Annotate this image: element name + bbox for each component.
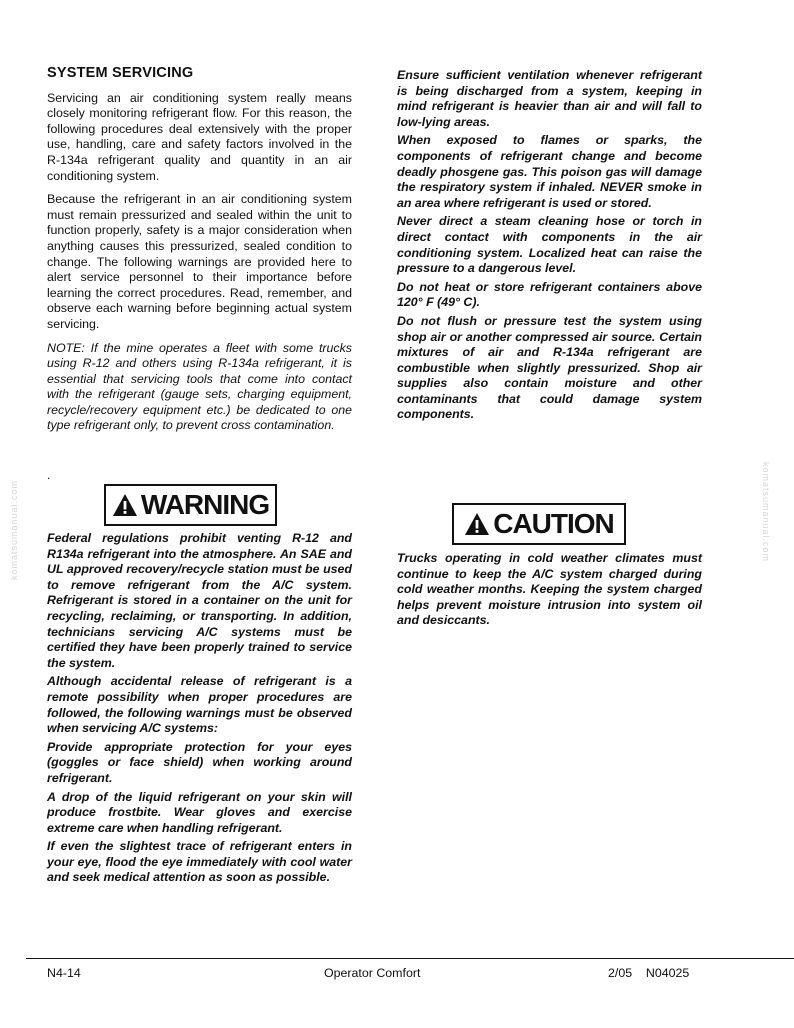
footer-divider <box>26 958 794 959</box>
caution-paragraph: Trucks operating in cold weather climates must continue to keep the A/C system charged during cold weather months. Keeping the system charged helps prevent moisture intrusion into system oil and desiccants. <box>397 551 702 628</box>
stray-dot: . <box>47 468 51 482</box>
warning-paragraph: Ensure sufficient ventilation whenever refrigerant is being discharged from a system, keeping in mind refrigerant is heavier than air and will fall to low-lying areas. <box>397 68 702 129</box>
caution-text-block <box>397 551 702 632</box>
warning-paragraph: Do not flush or pressure test the system using shop air or another compressed air source. Certain mixtures of air and R-134a refrigerant are combustible when slightly pressurized. Shop air supplies also contain moisture and other contaminants that could damage system components. <box>397 313 702 422</box>
warning-badge <box>104 484 277 526</box>
warning-paragraph: Although accidental release of refrigerant is a remote possibility when proper procedures are followed, the following warnings must be observed when servicing A/C systems: <box>47 674 352 736</box>
section-title: SYSTEM SERVICING <box>47 65 194 81</box>
page-number: N4-14 <box>47 966 81 980</box>
revision-code: 2/05 N04025 <box>608 966 690 980</box>
caution-badge <box>452 503 626 545</box>
warning-paragraph: Federal regulations prohibit venting R-12 and R134a refrigerant into the atmosphere. An SAE and UL approved recovery/recycle station must be used to remove refrigerant from the A/C system. Refrigerant is stored in a container on the unit for recycling, reclaiming, or transporting. In addition, technicians servicing A/C systems must be certified they have been properly trained to service the system. <box>47 531 352 670</box>
warning-triangle-icon <box>112 493 138 517</box>
watermark-left: komatsumanual.com <box>9 479 19 581</box>
caution-triangle-icon <box>464 512 490 536</box>
warning-paragraph: Provide appropriate protection for your eyes (goggles or face shield) when working around refrigerant. <box>47 739 352 785</box>
caution-label: CAUTION <box>493 508 614 539</box>
left-column <box>47 66 352 442</box>
warning-paragraph: Do not heat or store refrigerant containers above 120° F (49° C). <box>397 279 702 310</box>
warning-paragraph: If even the slightest trace of refrigerant enters in your eye, flood the eye immediately with cool water and seek medical attention as soon as possible. <box>47 839 352 885</box>
warning-paragraph: When exposed to flames or sparks, the components of refrigerant change and become deadly phosgene gas. This poison gas will damage the respiratory system if inhaled. NEVER smoke in an area where refrigerant is used or stored. <box>397 133 702 210</box>
safety-paragraph: Because the refrigerant in an air conditioning system must remain pressurized and sealed within the unit to function properly, safety is a major consideration when anything causes this pressurized, sealed condition to change. The following warnings are provided here to alert service personnel to their importance before learning the correct procedures. Read, remember, and observe each warning before beginning actual system servicing. <box>47 192 352 331</box>
warning-paragraph: A drop of the liquid refrigerant on your skin will produce frostbite. Wear gloves and exercise extreme care when handling refrigerant. <box>47 789 352 835</box>
section-name: Operator Comfort <box>324 966 421 980</box>
intro-paragraph: Servicing an air conditioning system really means closely monitoring refrigerant flow. For this reason, the following procedures deal extensively with the proper use, handling, care and safety factors involved in the R-134a refrigerant quality and quantity in an air conditioning system. <box>47 90 352 183</box>
right-column <box>397 68 702 426</box>
note-paragraph: NOTE: If the mine operates a fleet with some trucks using R-12 and others using R-134a refrigerant, it is essential that servicing tools that come into contact with the refrigerant (gauge sets, charging equipment, recycle/recovery equipment etc.) be dedicated to one type refrigerant only, to prevent cross contamination. <box>47 340 352 433</box>
watermark-right: komatsumanual.com <box>761 461 771 563</box>
warning-label: WARNING <box>140 489 270 520</box>
warning-text-block <box>47 531 352 889</box>
warning-paragraph: Never direct a steam cleaning hose or torch in direct contact with components in the air conditioning system. Localized heat can raise the pressure to a dangerous level. <box>397 214 702 276</box>
